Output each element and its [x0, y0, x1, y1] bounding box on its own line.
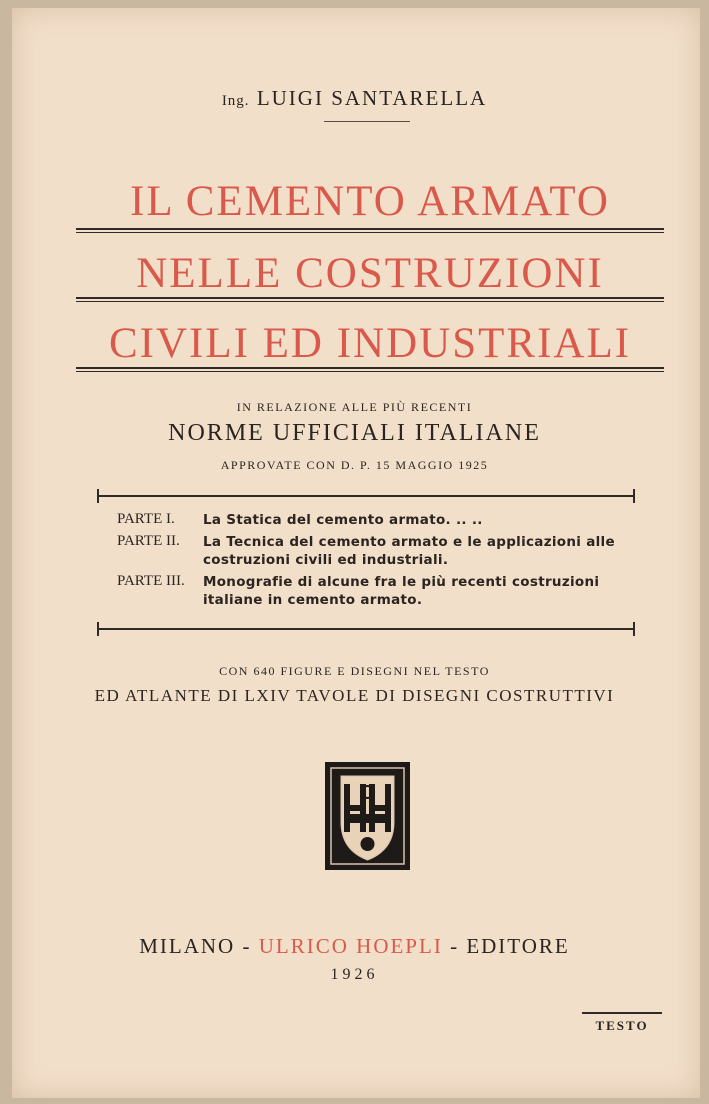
publisher-line — [0, 934, 709, 959]
author-prefix: Ing. — [221, 93, 250, 109]
author-name: LUIGI SANTARELLA — [256, 86, 488, 110]
part-label: PARTE I. — [117, 511, 175, 527]
part-text: La Statica del cemento armato. .. .. — [203, 512, 483, 528]
publisher-separator: - — [450, 934, 460, 958]
corner-rule — [582, 1012, 662, 1014]
part-text: Monografie di alcune fra le più recenti costruzioni italiane in cemento armato. — [203, 574, 600, 608]
publisher-mark-icon — [325, 762, 410, 870]
publication-year: 1926 — [330, 966, 379, 983]
title-rule-1 — [76, 228, 664, 230]
title-rule-3-thin — [76, 371, 664, 372]
title-rule-1-thin — [76, 232, 664, 233]
part-row — [117, 573, 627, 609]
author-rule — [324, 121, 410, 122]
corner-label: TESTO — [595, 1018, 649, 1033]
publisher-mark-shield — [325, 762, 410, 870]
title-rule-2 — [76, 297, 664, 299]
title-line-2: NELLE COSTRUZIONI — [136, 250, 604, 297]
subtitle-approvate: APPROVATE CON D. P. 15 MAGGIO 1925 — [220, 458, 489, 472]
part-label: PARTE III. — [117, 573, 185, 589]
part-row — [117, 533, 627, 569]
part-label: PARTE II. — [117, 533, 180, 549]
box-top-rule — [97, 495, 635, 497]
part-row — [117, 511, 627, 529]
parts-list — [117, 511, 627, 613]
part-text: La Tecnica del cemento armato e le applicazioni alle costruzioni civili ed industriali. — [203, 534, 615, 568]
figures-atlante: ED ATLANTE DI LXIV TAVOLE DI DISEGNI COSTRUTTIVI — [94, 686, 615, 705]
title-line-1: IL CEMENTO ARMATO — [130, 178, 610, 225]
box-tick — [97, 622, 99, 636]
box-tick — [633, 622, 635, 636]
box-tick — [97, 489, 99, 503]
contents-box — [97, 495, 635, 630]
title-rule-3 — [76, 367, 664, 369]
subtitle-relazione: IN RELAZIONE ALLE PIÙ RECENTI — [236, 400, 473, 414]
figures-count: CON 640 FIGURE E DISEGNI NEL TESTO — [219, 664, 490, 678]
subtitle-norme: NORME UFFICIALI ITALIANE — [168, 420, 541, 446]
title-line-3: CIVILI ED INDUSTRIALI — [108, 320, 632, 367]
title-rule-2-thin — [76, 301, 664, 302]
publisher-role: EDITORE — [466, 934, 570, 958]
author-line — [0, 86, 709, 111]
box-bottom-rule — [97, 628, 635, 630]
publisher-separator: - — [242, 934, 252, 958]
publisher-name: ULRICO HOEPLI — [258, 934, 443, 958]
publisher-city: MILANO — [139, 934, 236, 958]
box-tick — [633, 489, 635, 503]
